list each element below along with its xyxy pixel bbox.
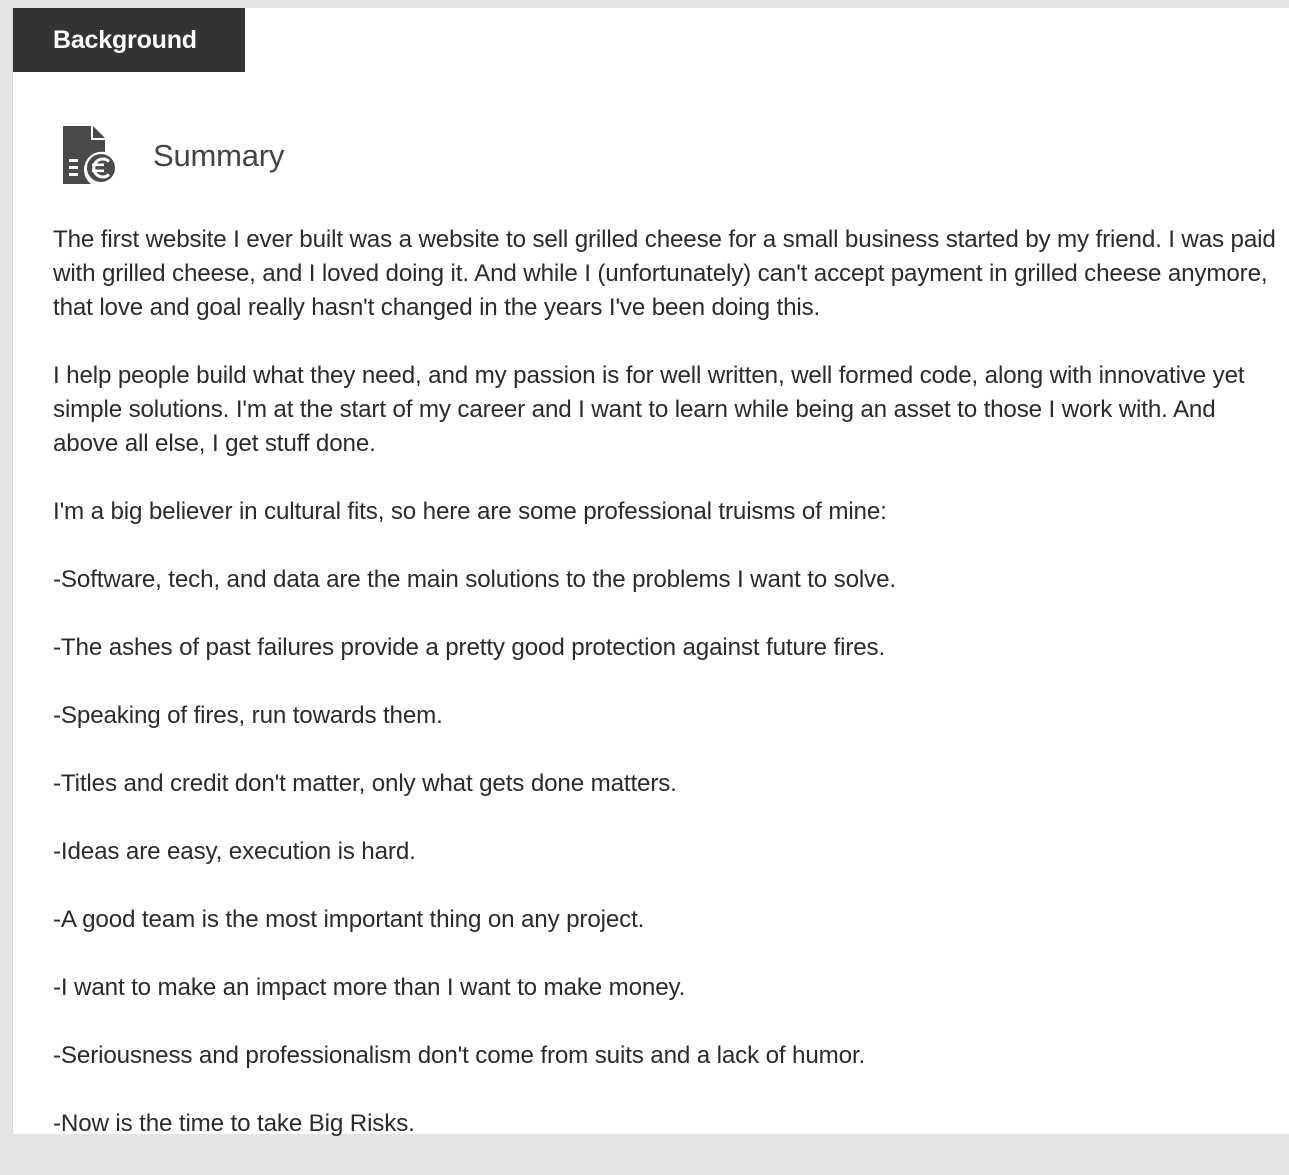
truism-item: -Now is the time to take Big Risks. <box>53 1110 415 1137</box>
summary-paragraph: I'm a big believer in cultural fits, so here are some professional truisms of mine: <box>53 498 887 525</box>
document-list-icon <box>59 122 119 190</box>
summary-title: Summary <box>153 138 285 173</box>
section-tab-background[interactable]: Background <box>13 8 245 72</box>
summary-paragraph: I help people build what they need, and my passion is for well written, well formed code, along with innovative yet simple solutions. I'm at the start of my career and I want to learn while being an asset to those I work with. And above all else, I get stuff done. <box>53 362 1245 457</box>
truism-item: -Titles and credit don't matter, only what gets done matters. <box>53 770 677 797</box>
truism-item: -Speaking of fires, run towards them. <box>53 702 443 729</box>
background-section <box>12 8 1289 1137</box>
truism-item: -Software, tech, and data are the main solutions to the problems I want to solve. <box>53 566 896 593</box>
truism-item: -I want to make an impact more than I want to make money. <box>53 974 686 1001</box>
truism-item: -A good team is the most important thing on any project. <box>53 906 645 933</box>
summary-paragraph: The first website I ever built was a website to sell grilled cheese for a small business started by my friend. I was paid with grilled cheese, and I loved doing it. And while I (unfortunately) can't accept payment in grilled cheese anymore, that love and goal really hasn't changed in the years I've been doing this. <box>53 226 1276 321</box>
summary-text <box>53 223 1283 1175</box>
truism-item: -Seriousness and professionalism don't come from suits and a lack of humor. <box>53 1042 866 1069</box>
summary-header <box>59 122 284 190</box>
truism-item: -Ideas are easy, execution is hard. <box>53 838 416 865</box>
truism-item: -The ashes of past failures provide a pretty good protection against future fires. <box>53 634 886 661</box>
